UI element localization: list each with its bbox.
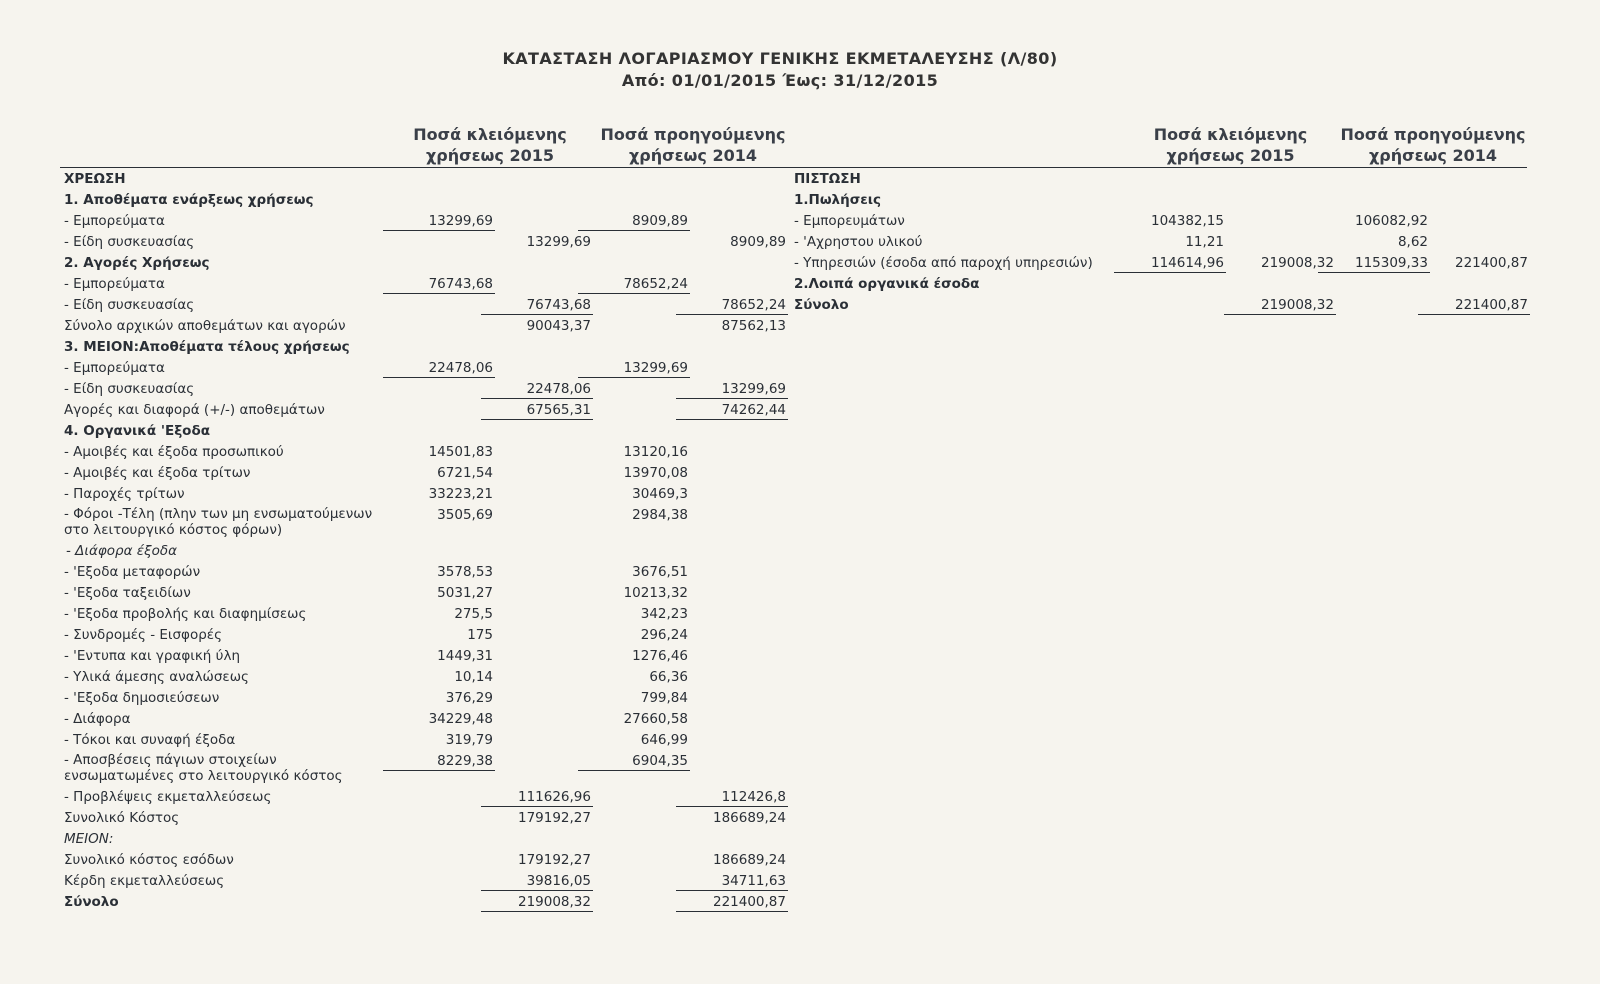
table-row: Αγορές και διαφορά (+/-) αποθεμάτων 67565,31 74262,44 — [64, 402, 786, 418]
table-row: - Τόκοι και συναφή έξοδα 319,79 646,99 — [64, 732, 688, 748]
table-row: - Είδη συσκευασίας 13299,69 8909,89 - 'Αχρηστου υλικού 11,21 8,62 — [64, 234, 1428, 250]
table-row: - Προβλέψεις εκμεταλλεύσεως 111626,96 112426,8 — [64, 789, 786, 805]
opening-heading: 1. Αποθέματα ενάρξεως χρήσεως — [64, 192, 314, 208]
table-row: - Είδη συσκευασίας 76743,68 78652,24 Σύνολο 219008,32 221400,87 — [64, 297, 1528, 313]
header-current-year-right: Ποσά κλειόμενης χρήσεως 2015 — [1153, 125, 1308, 165]
table-row: Κέρδη εκμεταλλεύσεως 39816,05 34711,63 — [64, 873, 786, 889]
credit-section-title: ΠΙΣΤΩΣΗ — [794, 171, 861, 187]
document-title: ΚΑΤΑΣΤΑΣΗ ΛΟΓΑΡΙΑΣΜΟΥ ΓΕΝΙΚΗΣ ΕΚΜΕΤΑΛΕΥΣΗΣ (Λ/80) — [502, 49, 1058, 68]
header-previous-year-right: Ποσά προηγούμενης χρήσεως 2014 — [1340, 125, 1526, 165]
table-row: - Είδη συσκευασίας 22478,06 13299,69 — [64, 381, 786, 397]
table-row: - Υλικά άμεσης αναλώσεως 10,14 66,36 — [64, 669, 688, 685]
table-row: - Εμπορεύματα 13299,69 8909,89 - Εμπορευμάτων 104382,15 106082,92 — [64, 213, 1428, 229]
table-row: - 'Εντυπα και γραφική ύλη 1449,31 1276,46 — [64, 648, 688, 664]
table-row: Σύνολο αρχικών αποθεμάτων και αγορών 90043,37 87562,13 — [64, 318, 786, 334]
table-row: - Φόροι -Τέλη (πλην των μη ενσωματούμενων στο λειτουργικό κόστος φόρων) 3505,69 2984,38 — [64, 506, 688, 538]
credit-total-label: Σύνολο — [794, 297, 849, 313]
table-row: Σύνολο 219008,32 221400,87 — [64, 894, 786, 910]
table-row — [0, 191, 1600, 212]
document-period: Από: 01/01/2015 Έως: 31/12/2015 — [621, 71, 939, 90]
table-row: - Συνδρομές - Εισφορές 175 296,24 — [64, 627, 688, 643]
header-current-year-left: Ποσά κλειόμενης χρήσεως 2015 — [413, 125, 567, 165]
debit-section-title: ΧΡΕΩΣΗ — [64, 171, 126, 187]
table-row: 3. ΜΕΙΟΝ:Αποθέματα τέλους χρήσεως — [64, 339, 350, 355]
table-row: - 'Εξοδα προβολής και διαφημίσεως 275,5 342,23 — [64, 606, 688, 622]
table-row: - Εμπορεύματα 76743,68 78652,24 2.Λοιπά οργανικά έσοδα — [64, 276, 980, 292]
table-row: - Αμοιβές και έξοδα τρίτων 6721,54 13970,08 — [64, 465, 688, 481]
table-row: - 'Εξοδα μεταφορών 3578,53 3676,51 — [64, 564, 688, 580]
sales-heading: 1.Πωλήσεις — [794, 192, 881, 208]
table-row: - Αμοιβές και έξοδα προσωπικού 14501,83 13120,16 — [64, 444, 688, 460]
table-row: - Παροχές τρίτων 33223,21 30469,3 — [64, 486, 688, 502]
table-row: 4. Οργανικά 'Εξοδα — [64, 423, 211, 439]
table-row: - Διάφορα 34229,48 27660,58 — [64, 711, 688, 727]
table-row: - Διάφορα έξοδα — [66, 543, 178, 559]
table-row: Συνολικό Κόστος 179192,27 186689,24 — [64, 810, 786, 826]
table-row: ΜΕΙΟΝ: — [64, 831, 114, 847]
section-row — [0, 170, 1600, 191]
table-row: - 'Εξοδα δημοσιεύσεων 376,29 799,84 — [64, 690, 688, 706]
header-previous-year-left: Ποσά προηγούμενης χρήσεως 2014 — [600, 125, 786, 165]
table-row: Συνολικό κόστος εσόδων 179192,27 186689,24 — [64, 852, 786, 868]
table-row: - Εμπορεύματα 22478,06 13299,69 — [64, 360, 688, 376]
header-rule — [60, 167, 1527, 168]
table-row: - 'Εξοδα ταξειδίων 5031,27 10213,32 — [64, 585, 688, 601]
table-row: - Αποσβέσεις πάγιων στοιχείων ενσωματωμένες στο λειτουργικό κόστος 8229,38 6904,35 — [64, 752, 688, 784]
table-row: 2. Αγορές Χρήσεως - Υπηρεσιών (έσοδα από παροχή υπηρεσιών) 114614,96 219008,32 115309,33 221400,87 — [64, 255, 1528, 271]
debit-total-label: Σύνολο — [64, 894, 119, 910]
